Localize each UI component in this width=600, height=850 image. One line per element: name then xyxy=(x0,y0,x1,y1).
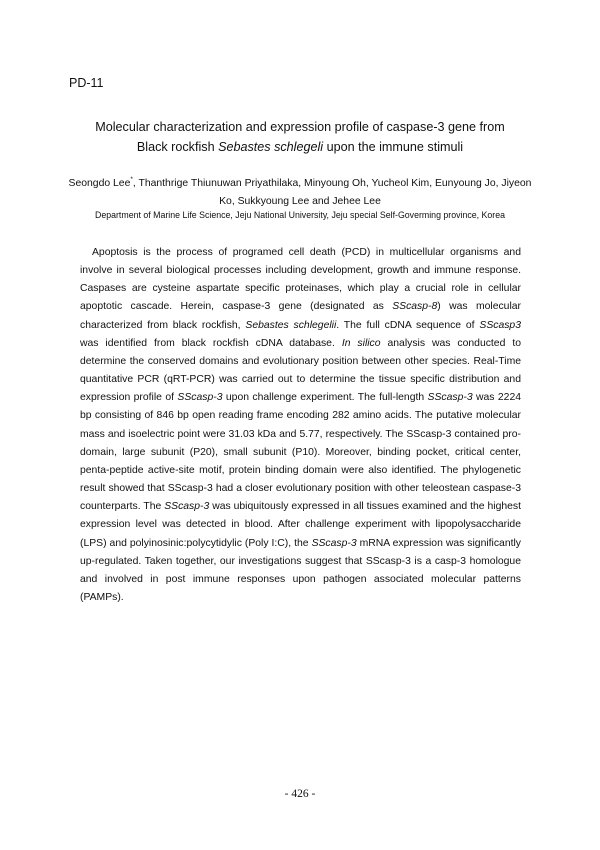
abstract-text: analysis was conducted to determine the conserved domains and evolutionary position between other species. Real-Time quantitative PCR (qRT-PCR) was carried out to determine the tissue specific distribution and expression profile of xyxy=(80,337,521,404)
abstract-text: mRNA expression was significantly up-regulated. Taken together, our investigations suggest that SScasp-3 is a casp-3 homologue and involved in post immune responses upon pathogen associated molecular patterns (PAMPs). xyxy=(80,537,521,603)
abstract-text: upon challenge experiment. The full-length xyxy=(222,392,428,404)
title-line-2-end: upon the immune stimuli xyxy=(323,140,464,154)
paper-title xyxy=(60,117,540,157)
abstract-body xyxy=(80,244,521,607)
affiliation: Department of Marine Life Science, Jeju National University, Jeju special Self-Goverming province, Korea xyxy=(94,210,506,220)
abstract-text: . The full cDNA sequence of xyxy=(336,319,480,331)
session-code: PD-11 xyxy=(69,76,104,90)
author-list xyxy=(66,175,534,211)
abstract-text: Apoptosis is the process of programed cell death (PCD) in multicellular organisms and involve in several biological processes including development, growth and immune response. Caspases are cysteine aspartate specific proteinases, which play a crucial role in cellular apoptotic cascade. Herein, caspase-3 gene (designated as xyxy=(80,247,521,313)
page-number: - 426 - xyxy=(284,788,316,800)
abstract-italic-term: SScasp3 xyxy=(479,319,521,331)
first-author: Seongdo Lee xyxy=(68,178,131,189)
abstract-text: was identified from black rockfish cDNA database. xyxy=(80,337,342,349)
title-species: Sebastes schlegeli xyxy=(218,140,324,154)
abstract-text: ) was molecular characterized from black rockfish, xyxy=(80,301,521,331)
abstract-italic-term: Sebastes schlegelii xyxy=(245,319,337,331)
abstract-italic-term: SScasp-3 xyxy=(177,392,223,404)
abstract-italic-term: SScasp-3 xyxy=(427,392,473,404)
abstract-text: was 2224 bp consisting of 846 bp open reading frame encoding 282 amino acids. The putative molecular mass and isoelectric point were 31.03 kDa and 5.77, respectively. The SScasp-3 contained pro-domain, large subunit (P20), small subunit (P10). Moreover, binding pocket, critical center, penta-peptide active-site motif, protein binding domain were also identified. The phylogenetic result showed that SScasp-3 had a closer evolutionary position with other teleostean caspase-3 counterparts. The xyxy=(80,392,522,513)
abstract-text: was ubiquitously expressed in all tissues examined and the highest expression level was detected in blood. After challenge experiment with lipopolysaccharide (LPS) and polyinosinic:polycytidylic (Poly I:C), the xyxy=(80,501,521,549)
abstract-italic-term: SScasp-3 xyxy=(311,537,357,549)
abstract-italic-term: In silico xyxy=(341,337,381,349)
abstract-italic-term: SScasp-8 xyxy=(392,301,438,313)
co-authors: , Thanthrige Thiunuwan Priyathilaka, Minyoung Oh, Yucheol Kim, Eunyoung Jo, Jiyeon Ko, Sukkyoung Lee and Jehee Lee xyxy=(132,178,532,207)
corresponding-mark: * xyxy=(130,176,133,183)
title-line-1: Molecular characterization and expression profile of caspase-3 gene from xyxy=(95,120,505,134)
title-line-2-start: Black rockfish xyxy=(136,140,219,154)
abstract-italic-term: SScasp-3 xyxy=(164,501,210,513)
